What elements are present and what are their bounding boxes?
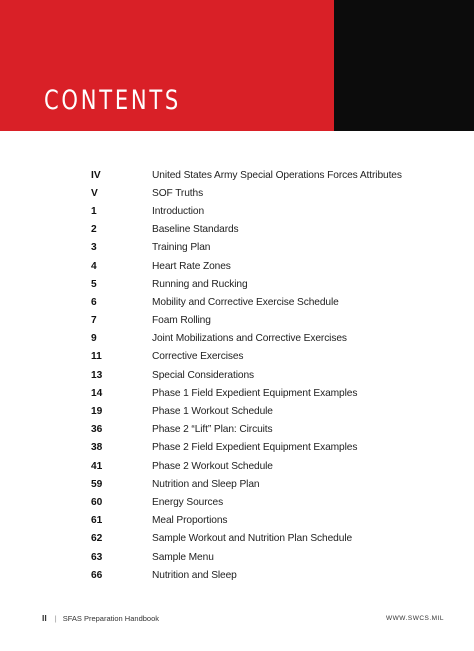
table-of-contents xyxy=(91,166,431,584)
toc-entry[interactable] xyxy=(91,312,431,330)
toc-entry[interactable] xyxy=(91,293,431,311)
toc-page-number: 7 xyxy=(91,315,97,327)
toc-entry-title: Phase 2 Workout Schedule xyxy=(152,460,273,472)
toc-page-number: IV xyxy=(91,169,101,181)
toc-entry[interactable] xyxy=(91,548,431,566)
toc-entry[interactable] xyxy=(91,275,431,293)
toc-page-number: 2 xyxy=(91,224,97,236)
toc-entry[interactable] xyxy=(91,366,431,384)
footer-publication: SFAS Preparation Handbook xyxy=(62,614,159,623)
toc-entry-title: Mobility and Corrective Exercise Schedule xyxy=(152,296,339,308)
toc-entry-title: SOF Truths xyxy=(152,187,204,199)
toc-entry-title: Energy Sources xyxy=(152,496,224,508)
page-title: CONTENTS xyxy=(44,85,182,116)
toc-entry[interactable] xyxy=(91,348,431,366)
toc-page-number: 14 xyxy=(91,387,103,399)
toc-entry[interactable] xyxy=(91,512,431,530)
toc-entry-title: Nutrition and Sleep xyxy=(152,569,237,581)
toc-page-number: 4 xyxy=(91,260,97,272)
toc-entry-title: Phase 1 Workout Schedule xyxy=(152,406,273,418)
toc-entry[interactable] xyxy=(91,384,431,402)
toc-entry-title: Running and Rucking xyxy=(152,278,248,290)
toc-entry[interactable] xyxy=(91,566,431,584)
toc-entry-title: Sample Workout and Nutrition Plan Schedule xyxy=(152,533,353,545)
toc-page-number: 3 xyxy=(91,242,97,254)
toc-entry[interactable] xyxy=(91,421,431,439)
toc-entry[interactable] xyxy=(91,166,431,184)
toc-page-number: 19 xyxy=(91,406,103,418)
toc-entry[interactable] xyxy=(91,239,431,257)
toc-page-number: 59 xyxy=(91,478,103,490)
footer-page-number: II xyxy=(42,613,47,623)
toc-entry[interactable] xyxy=(91,330,431,348)
toc-page-number: 41 xyxy=(91,460,103,472)
toc-page-number: 9 xyxy=(91,333,97,345)
toc-entry[interactable] xyxy=(91,402,431,420)
toc-entry-title: Joint Mobilizations and Corrective Exercises xyxy=(152,333,347,345)
toc-entry[interactable] xyxy=(91,439,431,457)
toc-entry-title: Foam Rolling xyxy=(152,315,211,327)
toc-entry-title: Heart Rate Zones xyxy=(152,260,231,272)
toc-entry[interactable] xyxy=(91,457,431,475)
toc-page-number: 62 xyxy=(91,533,103,545)
toc-entry[interactable] xyxy=(91,184,431,202)
toc-entry[interactable] xyxy=(91,202,431,220)
toc-entry-title: Training Plan xyxy=(152,242,211,254)
toc-entry-title: Meal Proportions xyxy=(152,515,228,527)
footer-left xyxy=(42,613,159,624)
toc-page-number: 61 xyxy=(91,515,103,527)
toc-entry-title: Phase 2 “Lift” Plan: Circuits xyxy=(152,424,273,436)
toc-entry[interactable] xyxy=(91,221,431,239)
toc-page-number: 11 xyxy=(91,351,102,363)
toc-entry-title: Nutrition and Sleep Plan xyxy=(152,478,260,490)
toc-entry-title: Phase 2 Field Expedient Equipment Examples xyxy=(152,442,358,454)
toc-page-number: 66 xyxy=(91,569,103,581)
toc-page-number: 60 xyxy=(91,496,103,508)
toc-entry-title: Special Considerations xyxy=(152,369,254,381)
toc-page-number: 36 xyxy=(91,424,103,436)
toc-page-number: V xyxy=(91,187,98,199)
toc-page-number: 1 xyxy=(91,205,97,217)
toc-entry[interactable] xyxy=(91,257,431,275)
toc-page-number: 13 xyxy=(91,369,103,381)
toc-entry-title: Phase 1 Field Expedient Equipment Examples xyxy=(152,387,358,399)
footer-separator: | xyxy=(54,614,57,623)
toc-entry-title: Introduction xyxy=(152,205,205,217)
toc-entry[interactable] xyxy=(91,475,431,493)
footer-website: WWW.SWCS.MIL xyxy=(386,615,444,622)
toc-page-number: 5 xyxy=(91,278,97,290)
toc-page-number: 6 xyxy=(91,296,97,308)
toc-entry[interactable] xyxy=(91,493,431,511)
toc-entry[interactable] xyxy=(91,530,431,548)
toc-page-number: 38 xyxy=(91,442,103,454)
toc-entry-title: Sample Menu xyxy=(152,551,214,563)
toc-entry-title: United States Army Special Operations Forces Attributes xyxy=(152,169,402,181)
toc-page-number: 63 xyxy=(91,551,103,563)
toc-entry-title: Baseline Standards xyxy=(152,224,239,236)
toc-entry-title: Corrective Exercises xyxy=(152,351,244,363)
header-black-block xyxy=(334,0,474,131)
